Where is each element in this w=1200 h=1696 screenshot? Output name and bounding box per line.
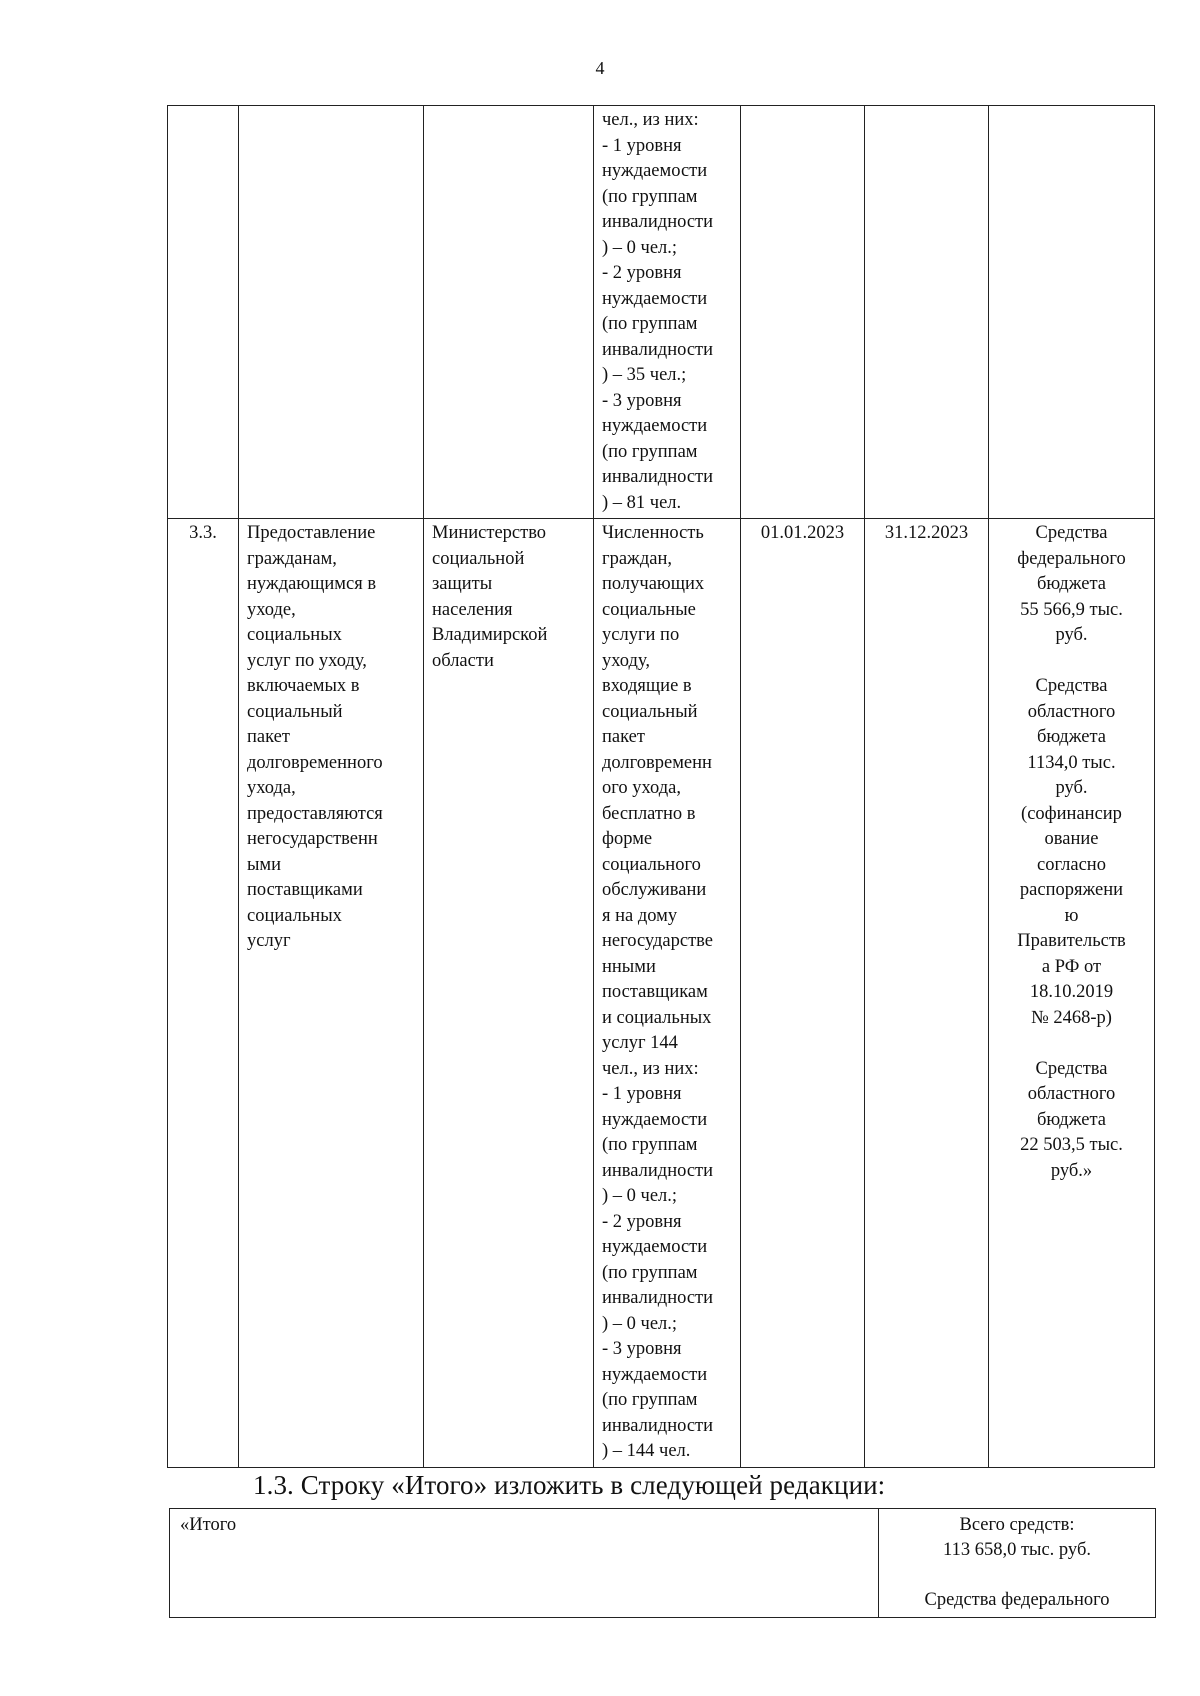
table-row-continued (168, 106, 1155, 519)
cell-num (168, 106, 239, 519)
total-label: «Итого (170, 1509, 879, 1618)
cell-start-date: 01.01.2023 (741, 519, 865, 1468)
section-heading: 1.3. Строку «Итого» изложить в следующей редакции: (253, 1470, 886, 1500)
total-table (169, 1508, 1156, 1618)
cell-executor (424, 106, 594, 519)
cell-end-date: 31.12.2023 (865, 519, 989, 1468)
table-row-3-3 (168, 519, 1155, 1468)
cell-executor: Министерство социальной защиты населения Владимирской области (424, 519, 594, 1468)
total-summary: Всего средств: 113 658,0 тыс. руб. Средства федерального (879, 1509, 1156, 1618)
cell-name: Предоставление гражданам, нуждающимся в уходе, социальных услуг по уходу, включаемых в социальный пакет долговременного ухода, предоставляются негосударственн ыми поставщиками социальных услуг (239, 519, 424, 1468)
cell-end-date (865, 106, 989, 519)
cell-name (239, 106, 424, 519)
cell-funding: Средства федерального бюджета 55 566,9 тыс. руб. Средства областного бюджета 1134,0 тыс. руб. (софинансир ование согласно распоряжени ю Правительств а РФ от 18.10.2019 № 2468-р) Средства областного бюджета 22 503,5 тыс. руб.» (989, 519, 1155, 1468)
cell-indicator: Численность граждан, получающих социальные услуги по уходу, входящие в социальный пакет долговременн ого ухода, бесплатно в форме социального обслуживани я на дому негосударстве нными поставщикам и социальных услуг 144 чел., из них: - 1 уровня нуждаемости (по группам инвалидности ) – 0 чел.; - 2 уровня нуждаемости (по группам инвалидности ) – 0 чел.; - 3 уровня нуждаемости (по группам инвалидности ) – 144 чел. (594, 519, 741, 1468)
total-row (170, 1509, 1156, 1618)
cell-start-date (741, 106, 865, 519)
cell-funding (989, 106, 1155, 519)
program-table (167, 105, 1155, 1468)
page-number: 4 (595, 58, 605, 78)
cell-indicator: чел., из них: - 1 уровня нуждаемости (по группам инвалидности ) – 0 чел.; - 2 уровня нуждаемости (по группам инвалидности ) – 35 чел.; - 3 уровня нуждаемости (по группам инвалидности ) – 81 чел. (594, 106, 741, 519)
cell-num: 3.3. (168, 519, 239, 1468)
